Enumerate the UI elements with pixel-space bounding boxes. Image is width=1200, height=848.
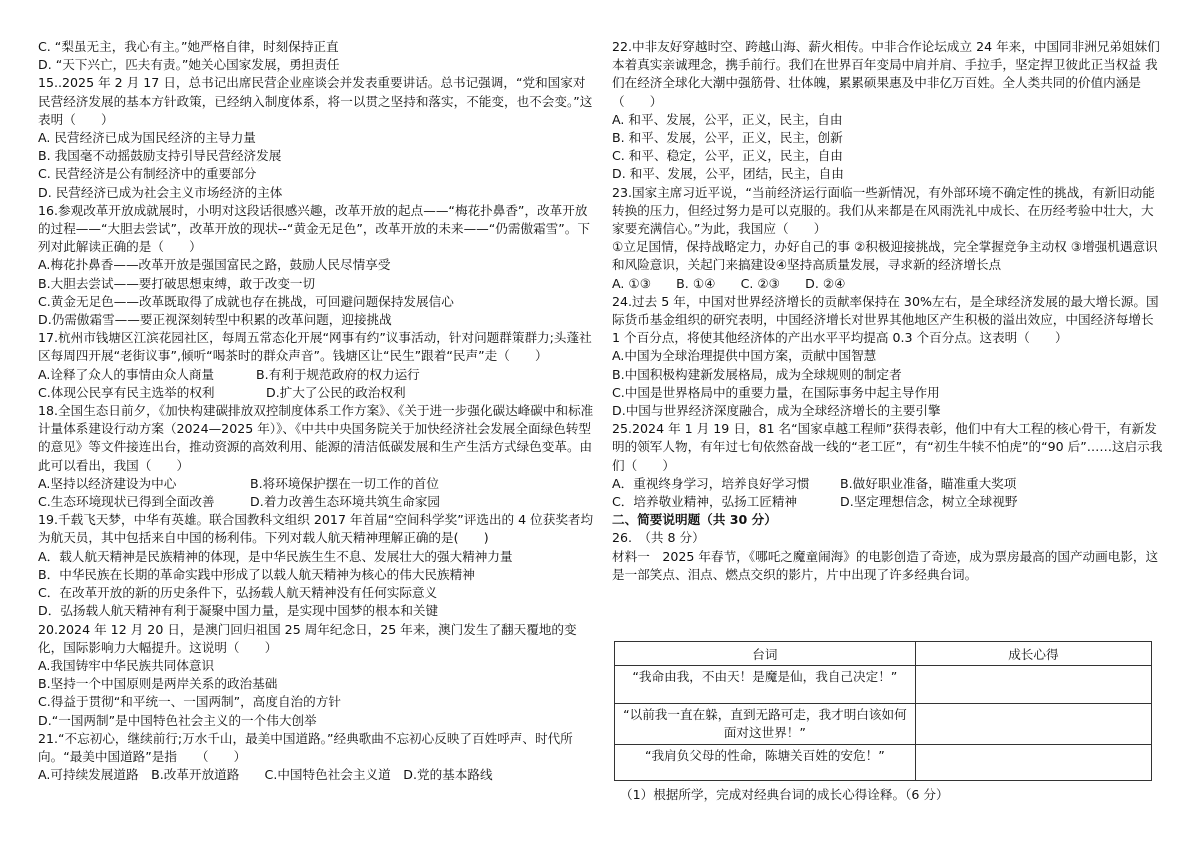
option-d: D.着力改善生态环境共筑生命家园 — [250, 494, 441, 510]
option-a: A.坚持以经济建设为中心 — [38, 475, 177, 491]
quote-cell: “我命由我，不由天！是魔是仙，我自己决定！” — [615, 666, 916, 704]
question-24: 24.过去 5 年，中国对世界经济增长的贡献率保持在 30%左右，是全球经济发展的最大增长源。国际货币基金组织的研究表明，中国经济增长对世界其他地区产生积极的溢出效应，中国经济每增长 1 个百分点，将使其他经济体的产出水平平均提高 0.3 个百分点。这表明（ ） — [612, 293, 1159, 346]
option-c: C．培养敬业精神，弘扬工匠精神 — [612, 494, 798, 510]
option-b: B.坚持一个中国原则是两岸关系的政治基础 — [38, 676, 278, 692]
table-row — [615, 666, 1152, 704]
option-c: C.体现公民享有民主选举的权利 — [38, 384, 215, 400]
option-c: C.得益于贯彻“和平统一、一国两制”，高度自治的方针 — [38, 694, 341, 710]
question-23: 23.国家主席习近平说，“当前经济运行面临一些新情况，有外部环境不确定性的挑战，有新旧动能转换的压力，但经过努力是可以克服的。我们从来都是在风雨洗礼中成长、在历经考验中壮大，大家要充满信心。”为此，我国应（ ） — [612, 184, 1155, 237]
quotes-table — [614, 641, 1152, 781]
quote-cell: “我肩负父母的性命，陈塘关百姓的安危！” — [615, 745, 916, 781]
option-b: B.做好职业准备，瞄准重大奖项 — [840, 475, 1017, 491]
question-15: 15..2025 年 2 月 17 日，总书记出席民营企业座谈会并发表重要讲话。总书记强调，“党和国家对民营经济发展的基本方针政策，已经纳入制度体系，将一以贯之坚持和落实，不能变，也不会变。”这表明（ ） — [38, 75, 593, 127]
options-row — [612, 493, 1164, 511]
options-row — [612, 475, 1164, 493]
right-column — [612, 38, 1164, 584]
option-c: C. 民营经济是公有制经济中的重要部分 — [38, 166, 257, 182]
answer-cell[interactable] — [915, 704, 1151, 745]
table-row — [615, 704, 1152, 745]
option-b: B．中华民族在长期的革命实践中形成了以载人航天精神为核心的伟大民族精神 — [38, 566, 475, 582]
question-19: 19.千载飞天梦，中华有英雄。联合国教科文组织 2017 年首届“空间科学奖”评选出的 4 位获奖者均为航天员，其中包括来自中国的杨利伟。下列对载人航天精神理解正确的是( ) — [38, 512, 594, 546]
option-d: D．弘扬载人航天精神有利于凝聚中国力量，是实现中国梦的根本和关键 — [38, 603, 439, 619]
option-d: D.扩大了公民的政治权利 — [266, 384, 406, 400]
option-c: C.黄金无足色——改革既取得了成就也存在挑战，可回避问题保持发展信心 — [38, 293, 454, 309]
option-a: A.梅花扑鼻香——改革开放是强国富民之路，鼓励人民尽情享受 — [38, 257, 391, 273]
question-20: 20.2024 年 12 月 20 日，是澳门回归祖国 25 周年纪念日，25 年来，澳门发生了翻天覆地的变化，国际影响力大幅提升。这说明（ ） — [38, 621, 577, 655]
option-a: A．重视终身学习，培养良好学习惯 — [612, 475, 810, 491]
option-a: A. 和平、发展，公平，正义，民主，自由 — [612, 111, 843, 127]
option-c: C. “梨虽无主，我心有主。”她严格自律，时刻保持正直 — [38, 39, 339, 54]
options-row — [38, 366, 598, 384]
options-row: A. ①③ B. ①④ C. ②③ D. ②④ — [612, 275, 846, 291]
options-row: A.可持续发展道路 B.改革开放道路 C.中国特色社会主义道 D.党的基本路线 — [38, 767, 493, 783]
option-d: D.“一国两制”是中国特色社会主义的一个伟大创举 — [38, 712, 317, 728]
option-d: D. “天下兴亡，匹夫有责。”她关心国家发展，勇担责任 — [38, 57, 340, 73]
table-row — [615, 745, 1152, 781]
column-header: 台词 — [615, 642, 916, 666]
question-21: 21.“不忘初心，继续前行;万水千山，最美中国道路。”经典歌曲不忘初心反映了百姓呼声、时代所向。“最美中国道路”是指 （ ） — [38, 730, 573, 764]
question-22: 22.中非友好穿越时空、跨越山海、薪火相传。中非合作论坛成立 24 年来，中国同非洲兄弟姐妹们本着真实亲诚理念，携手前行。我们在世界百年变局中肩并肩、手拉手，坚定捍卫彼此正当权益 我们在经济全球化大潮中强筋骨、壮体魄，累累硕果惠及中非亿万百姓。全人类共同的价值内涵是（ ） — [612, 39, 1160, 109]
option-a: A．载人航天精神是民族精神的体现，是中华民族生生不息、发展壮大的强大精神力量 — [38, 548, 513, 564]
option-b: B.将环境保护摆在一切工作的首位 — [250, 475, 439, 491]
options-row — [38, 493, 598, 511]
question-26: 26. （共 8 分） — [612, 530, 705, 546]
option-d: D.坚定理想信念，树立全球视野 — [840, 494, 1018, 510]
material-one: 材料一 2025 年春节，《哪吒之魔童闹海》的电影创造了奇迹，成为票房最高的国产动画电影，这是一部笑点、泪点、燃点交织的影片，片中出现了许多经典台词。 — [612, 548, 1159, 582]
option-b: B. 和平、发展，公平，正义，民主，创新 — [612, 130, 843, 146]
answer-cell[interactable] — [915, 745, 1151, 781]
answer-cell[interactable] — [915, 666, 1151, 704]
options-row — [38, 384, 598, 402]
option-d: D.仍需傲霜雪——要正视深刻转型中积累的改革问题，迎接挑战 — [38, 312, 392, 328]
question-25: 25.2024 年 1 月 19 日，81 名“国家卓越工程师”获得表彰，他们中有大工程的核心骨干，有新发明的领军人物，有年过七旬依然奋战一线的“老工匠”，有“初生牛犊不怕虎”的“90 后”……这启示我们（ ） — [612, 421, 1163, 473]
option-a: A.中国为全球治理提供中国方案，贡献中国智慧 — [612, 348, 877, 364]
option-d: D. 民营经济已成为社会主义市场经济的主体 — [38, 184, 283, 200]
option-a: A. 民营经济已成为国民经济的主导力量 — [38, 130, 256, 146]
left-column — [38, 38, 598, 784]
option-a: A.我国铸牢中华民族共同体意识 — [38, 657, 215, 673]
quote-cell: “以前我一直在躲，直到无路可走，我才明白该如何面对这世界！” — [615, 704, 916, 745]
option-c: C.生态环境现状已得到全面改善 — [38, 494, 215, 510]
statements: ①立足国情，保持战略定力，办好自己的事 ②积极迎接挑战，完全掌握竞争主动权 ③增强机遇意识和风险意识，关起门来搞建设④坚持高质量发展，寻求新的经济增长点 — [612, 239, 1158, 273]
column-header: 成长心得 — [915, 642, 1151, 666]
options-row — [38, 475, 598, 493]
sub-question-1: （1）根据所学，完成对经典台词的成长心得诠释。（6 分） — [620, 787, 949, 802]
question-17: 17.杭州市钱塘区江滨花园社区，每周五常态化开展“网事有约”议事活动，针对问题群策群力;头蓬社区每周四开展“老街议事”,倾听“喝茶时的群众声音”。钱塘区让“民生”跟着“民声”走（ ） — [38, 330, 592, 364]
question-18: 18.全国生态日前夕，《加快构建碳排放双控制度体系工作方案》、《关于进一步强化碳达峰碳中和标准计量体系建设行动方案（2024—2025 年）》、《中共中央国务院关于加快经济社会发展全面绿色转型的意见》等文件接连出台，推动资源的高效利用、能源的清洁低碳发展和生产生活方式绿色变革。由此可以看出，我国（ ） — [38, 403, 594, 473]
option-b: B.大胆去尝试——要打破思想束缚，敢于改变一切 — [38, 275, 316, 291]
option-b: B. 我国毫不动摇鼓励支持引导民营经济发展 — [38, 148, 282, 164]
option-a: A.诠释了众人的事情由众人商量 — [38, 366, 215, 382]
option-b: B.有利于规范政府的权力运行 — [256, 366, 420, 382]
option-c: C. 和平、稳定，公平，正义，民主，自由 — [612, 148, 843, 164]
option-d: D.中国与世界经济深度融合，成为全球经济增长的主要引擎 — [612, 403, 941, 419]
option-c: C．在改革开放的新的历史条件下，弘扬载人航天精神没有任何实际意义 — [38, 585, 438, 601]
section-heading: 二、简要说明题（共 30 分） — [612, 512, 777, 528]
question-16: 16.参观改革开放成就展时，小明对这段话很感兴趣，改革开放的起点——“梅花扑鼻香”，改革开放的过程——“大胆去尝试”，改革开放的现状--“黄金无足色”，改革开放的未来——“仍需傲霜雪”。下列对此解读正确的是（ ） — [38, 202, 590, 255]
option-b: B.中国积极构建新发展格局，成为全球规则的制定者 — [612, 366, 902, 382]
option-d: D. 和平、发展，公平，团结，民主，自由 — [612, 166, 844, 182]
option-c: C.中国是世界格局中的重要力量，在国际事务中起主导作用 — [612, 384, 940, 400]
table-header-row — [615, 642, 1152, 666]
